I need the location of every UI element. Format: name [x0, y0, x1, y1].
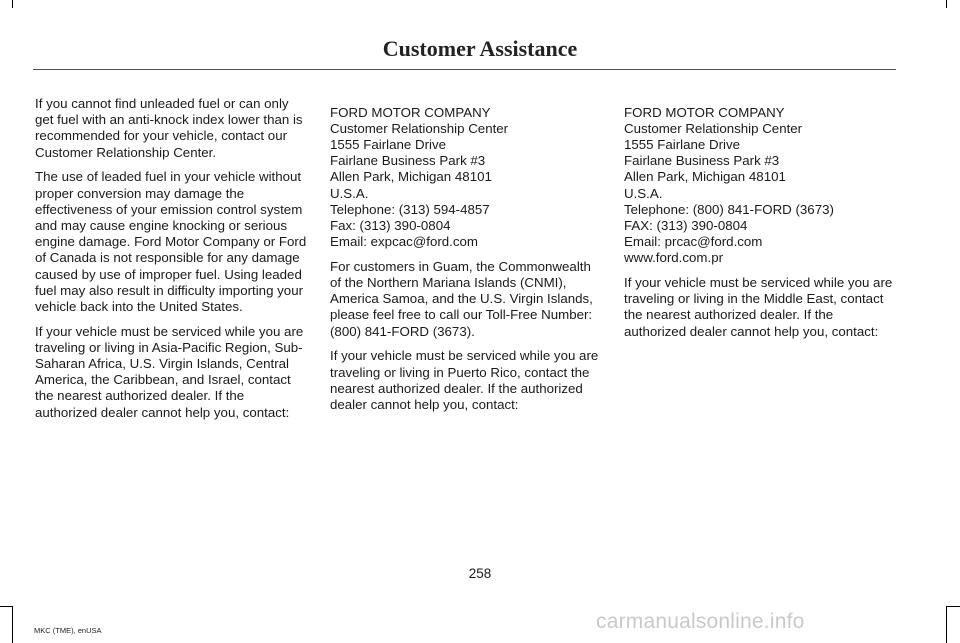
paragraph: The use of leaded fuel in your vehicle without proper conversion may damage the effectiveness of your emission control system and may cause engine knocking or serious engine damage. Ford Motor Company or Ford of Canada is not responsible for any damage caused by use of improper fuel. Using leaded fuel may also result in difficulty importing your vehicle back into the United States. [35, 169, 307, 314]
address-line: FAX: (313) 390-0804 [624, 217, 748, 233]
crop-mark-bottom-right [946, 606, 947, 643]
column-2 [330, 96, 602, 422]
address-line: Fax: (313) 390-0804 [330, 217, 451, 233]
address-line: Customer Relationship Center [624, 120, 803, 136]
address-line: www.ford.com.pr [624, 250, 724, 266]
address-line: 1555 Fairlane Drive [624, 136, 741, 152]
address-line: Fairlane Business Park #3 [330, 153, 486, 169]
crop-mark-top-left [12, 0, 13, 8]
address-line: U.S.A. [330, 185, 369, 201]
address-line: Telephone: (800) 841-FORD (3673) [624, 201, 834, 217]
crop-mark-bottom-left-h [0, 606, 12, 607]
address-line: Customer Relationship Center [330, 120, 509, 136]
address-line: Email: prcac@ford.com [624, 234, 763, 250]
paragraph: If your vehicle must be serviced while you are traveling or living in Puerto Rico, contact the nearest authorized dealer. If the authorized dealer cannot help you, contact: [330, 348, 599, 412]
document-id: MKC (TME), enUSA [34, 626, 102, 635]
page-title: Customer Assistance [382, 36, 578, 61]
paragraph: If your vehicle must be serviced while you are traveling or living in Asia-Pacific Region, Sub-Saharan Africa, U.S. Virgin Islands, Central America, the Caribbean, and Israel, contact the nearest authorized dealer. If the authorized dealer cannot help you, contact: [35, 323, 304, 420]
address-line: Allen Park, Michigan 48101 [624, 169, 786, 185]
column-3 [624, 96, 896, 348]
watermark: carmanualsonline.info [596, 610, 805, 633]
address-line: 1555 Fairlane Drive [330, 136, 447, 152]
address-line: U.S.A. [624, 185, 663, 201]
crop-mark-bottom-right-h [946, 606, 960, 607]
column-1 [35, 96, 307, 429]
page-number: 258 [468, 566, 492, 581]
paragraph: If you cannot find unleaded fuel or can only get fuel with an anti-knock index lower than is recommended for your vehicle, contact our Customer Relationship Center. [35, 96, 303, 160]
address-line: Fairlane Business Park #3 [624, 153, 780, 169]
paragraph: For customers in Guam, the Commonwealth of the Northern Mariana Islands (CNMI), America Samoa, and the U.S. Virgin Islands, please feel free to call our Toll-Free Number: (800) 841-FORD (3673). [330, 258, 593, 339]
address-line: FORD MOTOR COMPANY [330, 104, 491, 120]
address-line: Allen Park, Michigan 48101 [330, 169, 492, 185]
crop-mark-bottom-left [12, 606, 13, 643]
address-line: Telephone: (313) 594-4857 [330, 201, 490, 217]
header-rule [33, 69, 896, 70]
crop-mark-top-right [946, 0, 947, 8]
address-line: FORD MOTOR COMPANY [624, 104, 785, 120]
address-line: Email: expcac@ford.com [330, 234, 478, 250]
paragraph: If your vehicle must be serviced while you are traveling or living in the Middle East, contact the nearest authorized dealer. If the authorized dealer cannot help you, contact: [624, 275, 893, 339]
